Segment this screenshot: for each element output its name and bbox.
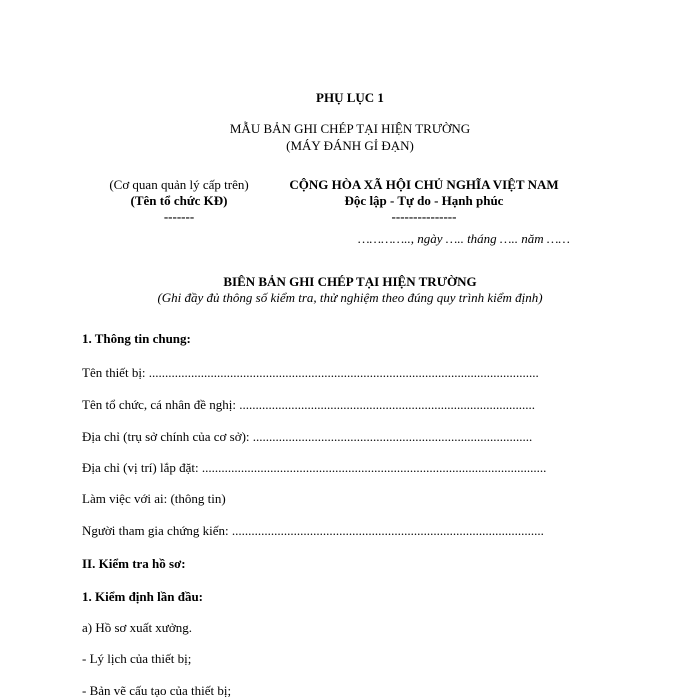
- country-name: CỘNG HÒA XÃ HỘI CHỦ NGHĨA VIỆT NAM: [289, 177, 559, 192]
- agency-name: (Cơ quan quản lý cấp trên): [109, 177, 249, 192]
- section-document-check-heading: II. Kiểm tra hồ sơ:: [82, 556, 186, 571]
- witness-field: Người tham gia chứng kiến: ................................................................................................: [82, 523, 544, 538]
- list-item: - Lý lịch của thiết bị;: [82, 651, 192, 666]
- contact-person-field: Làm việc với ai: (thông tin): [82, 491, 226, 506]
- agency-block: [84, 177, 274, 225]
- headquarters-address-field: Địa chỉ (trụ sở chính của cơ sở): ......................................................................................: [82, 429, 533, 444]
- installation-address-field: Địa chỉ (vị trí) lắp đặt: ..........................................................................................................: [82, 460, 547, 475]
- first-inspection-heading: 1. Kiểm định lần đầu:: [82, 589, 204, 604]
- device-name-field: Tên thiết bị: ........................................................................................................................: [82, 365, 539, 380]
- record-subtitle: (Ghi đầy đủ thông số kiểm tra, thử nghiệm theo đúng quy trình kiểm định): [157, 290, 543, 305]
- national-motto: Độc lập - Tự do - Hạnh phúc: [344, 193, 504, 208]
- section-general-info-heading: 1. Thông tin chung:: [82, 331, 191, 346]
- form-title-line2: (MÁY ĐÁNH GỈ ĐẠN): [286, 138, 414, 153]
- list-item: a) Hồ sơ xuất xưởng.: [82, 620, 192, 635]
- date-line: ………….., ngày ….. tháng ….. năm ……: [358, 231, 570, 246]
- record-title-block: [0, 274, 700, 306]
- form-title: [0, 120, 700, 154]
- agency-divider: -------: [163, 209, 195, 224]
- motto-divider: ---------------: [391, 209, 457, 224]
- form-title-line1: MẪU BẢN GHI CHÉP TẠI HIỆN TRƯỜNG: [229, 121, 471, 136]
- requesting-org-field: Tên tổ chức, cá nhân đề nghị: ...........................................................................................: [82, 397, 535, 412]
- list-item: - Bản vẽ cấu tạo của thiết bị;: [82, 683, 232, 698]
- organization-name: (Tên tổ chức KĐ): [130, 193, 228, 208]
- national-header-block: [274, 177, 574, 225]
- record-title: BIÊN BẢN GHI CHÉP TẠI HIỆN TRƯỜNG: [223, 274, 477, 289]
- appendix-title: PHỤ LỤC 1: [316, 90, 384, 105]
